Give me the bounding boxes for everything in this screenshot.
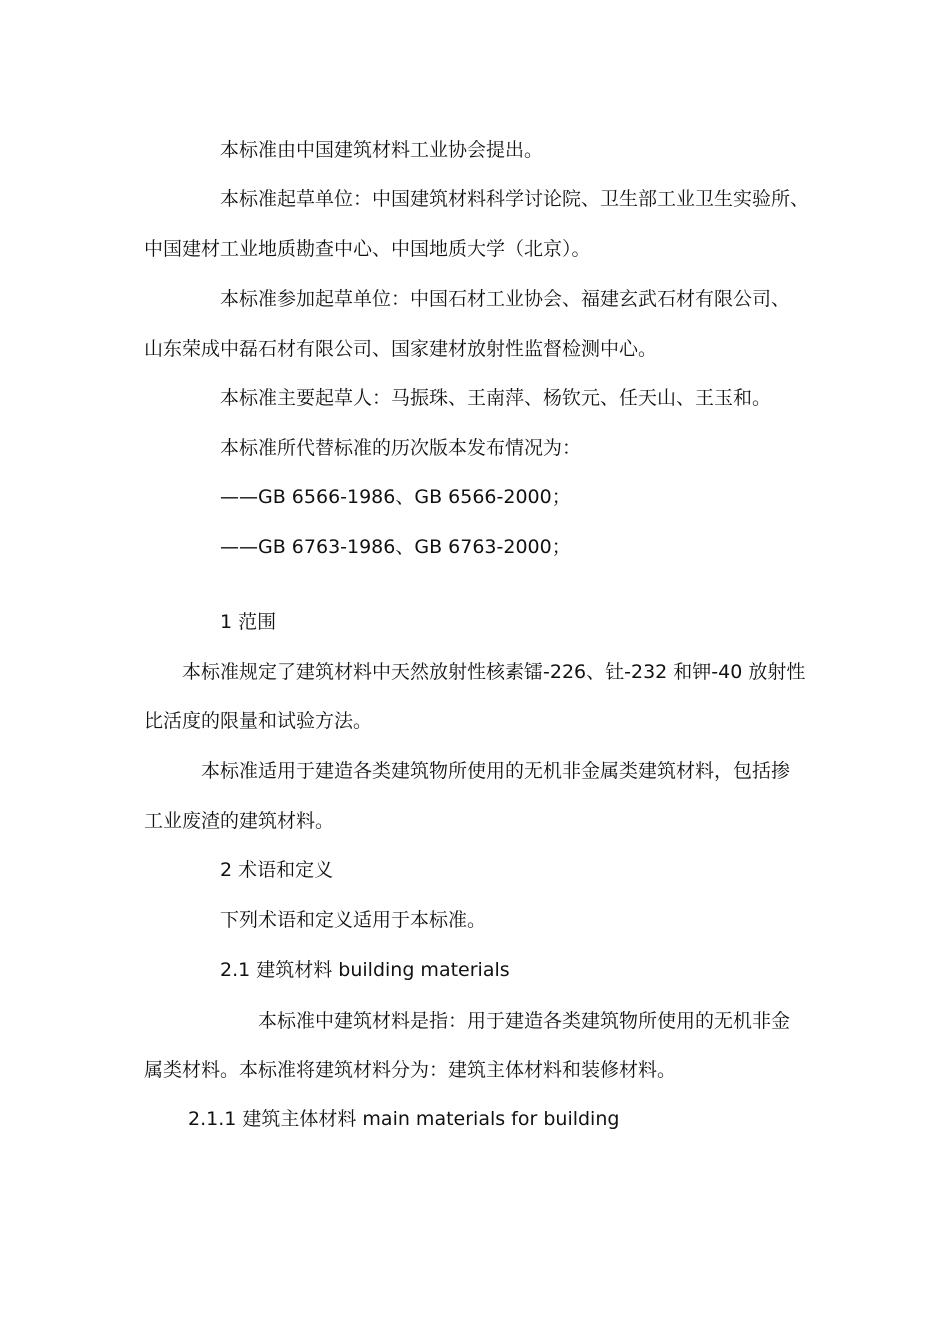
text-line: 本标准由中国建筑材料工业协会提出。: [220, 139, 544, 161]
text-line: 本标准中建筑材料是指：用于建造各类建筑物所使用的无机非金: [258, 1010, 791, 1032]
section-heading: 1 范围: [220, 611, 277, 633]
text-line: 本标准所代替标准的历次版本发布情况为：: [220, 437, 582, 459]
text-line: 山东荣成中磊石材有限公司、国家建材放射性监督检测中心。: [144, 338, 658, 360]
text-line: ——GB 6566-1986、GB 6566-2000；: [220, 486, 571, 508]
text-line: 中国建材工业地质勘查中心、中国地质大学（北京）。: [144, 238, 591, 260]
text-line: 本标准起草单位：中国建筑材料科学讨论院、卫生部工业卫生实验所、: [220, 188, 810, 210]
section-heading: 2 术语和定义: [220, 859, 334, 881]
text-line: 比活度的限量和试验方法。: [144, 710, 373, 732]
text-line: 工业废渣的建筑材料。: [144, 810, 335, 832]
text-line: 属类材料。本标准将建筑材料分为：建筑主体材料和装修材料。: [144, 1059, 677, 1081]
subsection-heading: 2.1.1 建筑主体材料 main materials for building: [188, 1108, 620, 1130]
text-line: 本标准适用于建造各类建筑物所使用的无机非金属类建筑材料，包括掺: [201, 760, 791, 782]
text-line: 本标准主要起草人：马振珠、王南萍、杨钦元、任天山、王玉和。: [220, 387, 772, 409]
text-line: 本标准规定了建筑材料中天然放射性核素镭-226、钍-232 和钾-40 放射性: [182, 661, 806, 683]
text-line: ——GB 6763-1986、GB 6763-2000；: [220, 536, 571, 558]
text-line: 下列术语和定义适用于本标准。: [220, 909, 487, 931]
text-line: 本标准参加起草单位：中国石材工业协会、福建玄武石材有限公司、: [220, 288, 791, 310]
subsection-heading: 2.1 建筑材料 building materials: [220, 959, 510, 981]
